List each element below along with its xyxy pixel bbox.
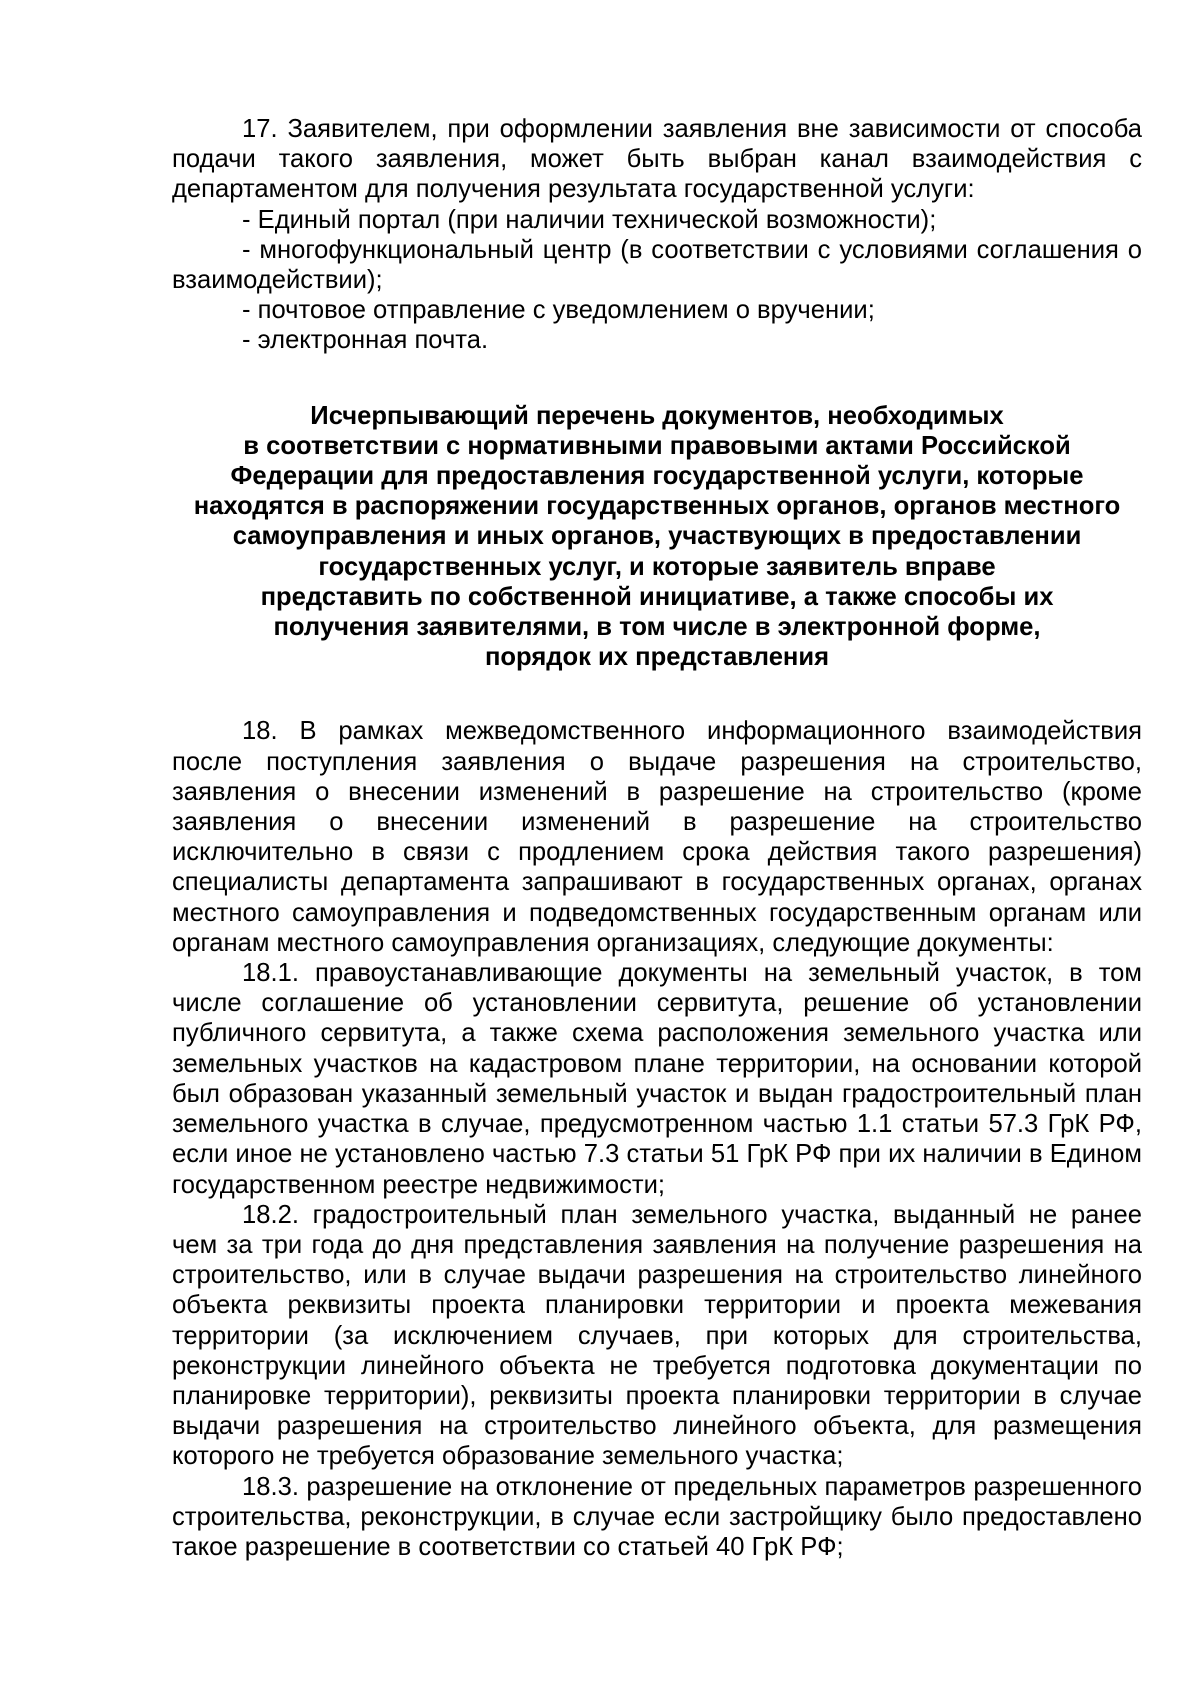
paragraph-18: 18. В рамках межведомственного информационного взаимодействия после поступления заявления о выдаче разрешения на строительство, заявления о внесении изменений в разрешение на строительство (кроме заявления о внесении изменений в разрешение на строительство исключительно в связи с продлением срока действия такого разрешения) специалисты департамента запрашивают в государственных органах, органах местного самоуправления и подведомственных государственным органам или органам местного самоуправления организациях, следующие документы: <box>172 717 1142 957</box>
list-item-unified-portal: - Единый портал (при наличии технической возможности); <box>242 205 937 234</box>
document-page <box>172 114 1142 1562</box>
heading-line: самоуправления и иных органов, участвующих в предоставлении <box>232 522 1082 551</box>
heading-line: представить по собственной инициативе, а также способы их <box>260 582 1054 611</box>
list-item-mfc: - многофункциональный центр (в соответствии с условиями соглашения о взаимодействии); <box>172 235 1142 295</box>
section-heading <box>172 401 1142 673</box>
heading-line: Исчерпывающий перечень документов, необходимых <box>310 401 1004 430</box>
paragraph-18-3: 18.3. разрешение на отклонение от предельных параметров разрешенного строительства, реконструкции, в случае если застройщику было предоставлено такое разрешение в соответствии со статьей 40 ГрК РФ; <box>172 1472 1142 1561</box>
paragraph-18-1: 18.1. правоустанавливающие документы на земельный участок, в том числе соглашение об установлении сервитута, решение об установлении публичного сервитута, а также схема расположения земельного участка или земельных участков на кадастровом плане территории, на основании которой был образован указанный земельный участок и выдан градостроительный план земельного участка в случае, предусмотренном частью 1.1 статьи 57.3 ГрК РФ, если иное не установлено частью 7.3 статьи 51 ГрК РФ при их наличии в Едином государственном реестре недвижимости; <box>172 959 1142 1199</box>
heading-line: порядок их представления <box>484 643 830 672</box>
heading-line: государственных услуг, и которые заявитель вправе <box>318 552 996 581</box>
heading-line: в соответствии с нормативными правовыми актами Российской <box>243 431 1071 460</box>
paragraph-18-2: 18.2. градостроительный план земельного участка, выданный не ранее чем за три года до дня представления заявления на получение разрешения на строительство, или в случае выдачи разрешения на строительство линейного объекта реквизиты проекта планировки территории и проекта межевания территории (за исключением случаев, при которых для строительства, реконструкции линейного объекта не требуется подготовка документации по планировке территории), реквизиты проекта планировки территории в случае выдачи разрешения на строительство линейного объекта, для размещения которого не требуется образование земельного участка; <box>172 1200 1142 1471</box>
heading-line: получения заявителями, в том числе в электронной форме, <box>273 613 1041 642</box>
paragraph-17: 17. Заявителем, при оформлении заявления вне зависимости от способа подачи такого заявления, может быть выбран канал взаимодействия с департаментом для получения результата государственной услуги: <box>172 115 1142 204</box>
heading-line: Федерации для предоставления государственной услуги, которые <box>230 462 1084 491</box>
list-item-postal: - почтовое отправление с уведомлением о вручении; <box>242 296 875 325</box>
heading-line: находятся в распоряжении государственных органов, органов местного <box>193 492 1121 521</box>
list-item-email: - электронная почта. <box>242 326 489 355</box>
